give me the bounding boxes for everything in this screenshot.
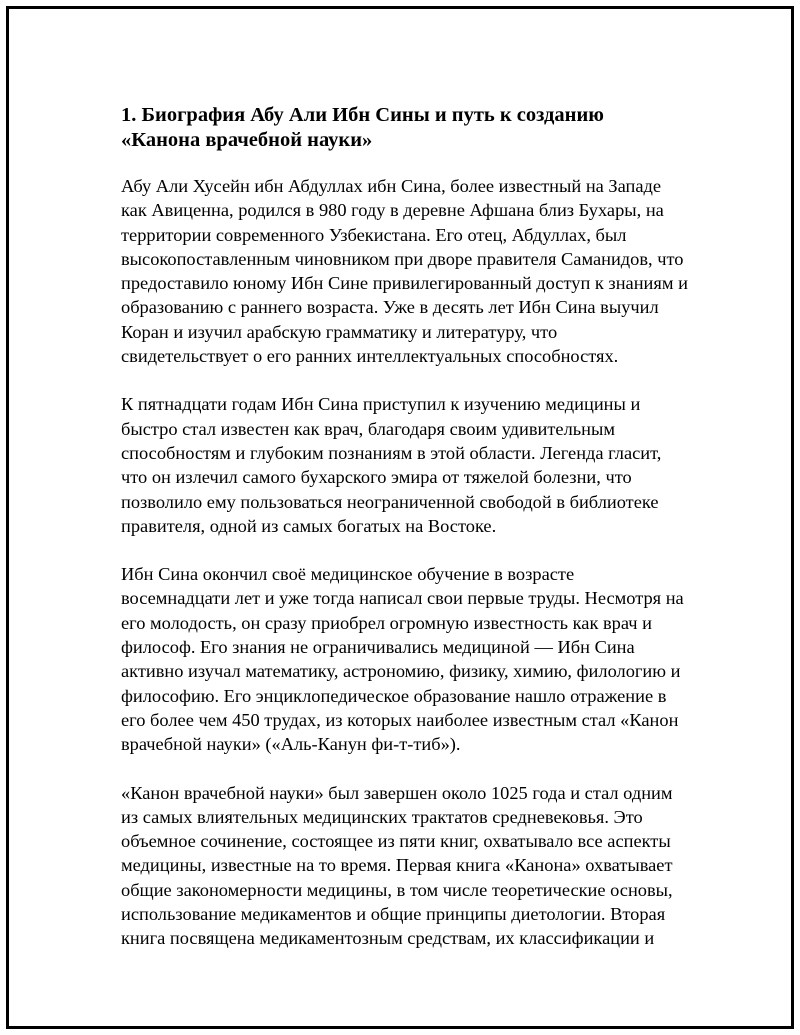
text-line: философию. Его энциклопедическое образование нашло отражение в — [121, 685, 667, 706]
text-line: использование медикаментов и общие принципы диетологии. Вторая — [121, 904, 666, 925]
text-line: книга посвящена медикаментозным средствам, их классификации и — [121, 928, 655, 949]
text-line: Коран и изучил арабскую грамматику и литературу, что — [121, 321, 558, 342]
text-line: врачебной науки» («Аль-Канун фи-т-тиб»). — [121, 734, 461, 755]
text-line: быстро стал известен как врач, благодаря своим удивительным — [121, 418, 615, 439]
text-line: активно изучал математику, астрономию, физику, химию, филологию и — [121, 661, 681, 682]
text-line: Ибн Сина окончил своё медицинское обучение в возрасте — [121, 564, 575, 585]
text-line: его более чем 450 трудах, из которых наиболее известным стал «Канон — [121, 709, 679, 730]
paragraph-3 — [121, 562, 706, 756]
text-line: способностям и глубоким познаниям в этой области. Легенда гласит, — [121, 442, 662, 463]
heading-line: «Канона врачебной науки» — [121, 129, 373, 151]
text-line: позволило ему пользоваться неограниченной свободой в библиотеке — [121, 491, 659, 512]
text-line: образованию с раннего возраста. Уже в десять лет Ибн Сина выучил — [121, 297, 659, 318]
paragraph-2 — [121, 392, 706, 538]
text-line: «Канон врачебной науки» был завершен около 1025 года и стал одним — [121, 782, 673, 803]
page-frame — [6, 6, 794, 1029]
text-line: его молодость, он сразу приобрел огромную известность как врач и — [121, 612, 652, 633]
paragraph-1 — [121, 174, 706, 368]
document-body — [121, 103, 706, 975]
text-line: восемнадцати лет и уже тогда написал свои первые труды. Несмотря на — [121, 588, 684, 609]
text-line: предоставило юному Ибн Сине привилегированный доступ к знаниям и — [121, 273, 688, 294]
text-line: высокопоставленным чиновником при дворе правителя Саманидов, что — [121, 248, 684, 269]
text-line: К пятнадцати годам Ибн Сина приступил к изучению медицины и — [121, 394, 641, 415]
text-line: как Авиценна, родился в 980 году в деревне Афшана близ Бухары, на — [121, 200, 664, 221]
text-line: общие закономерности медицины, в том числе теоретические основы, — [121, 879, 673, 900]
text-line: правителя, одной из самых богатых на Востоке. — [121, 515, 497, 536]
section-heading — [121, 103, 706, 153]
paragraph-4 — [121, 781, 706, 951]
text-line: философ. Его знания не ограничивались медициной — Ибн Сина — [121, 637, 635, 658]
text-line: что он излечил самого бухарского эмира от тяжелой болезни, что — [121, 467, 632, 488]
text-line: из самых влиятельных медицинских трактатов средневековья. Это — [121, 806, 643, 827]
text-line: свидетельствует о его ранних интеллектуальных способностях. — [121, 346, 619, 367]
text-line: объемное сочинение, состоящее из пяти книг, охватывало все аспекты — [121, 831, 671, 852]
text-line: территории современного Узбекистана. Его отец, Абдуллах, был — [121, 224, 627, 245]
text-line: медицины, известные на то время. Первая книга «Канона» охватывает — [121, 855, 673, 876]
text-line: Абу Али Хусейн ибн Абдуллах ибн Сина, более известный на Западе — [121, 176, 662, 196]
heading-line: 1. Биография Абу Али Ибн Сины и путь к созданию — [121, 104, 604, 126]
